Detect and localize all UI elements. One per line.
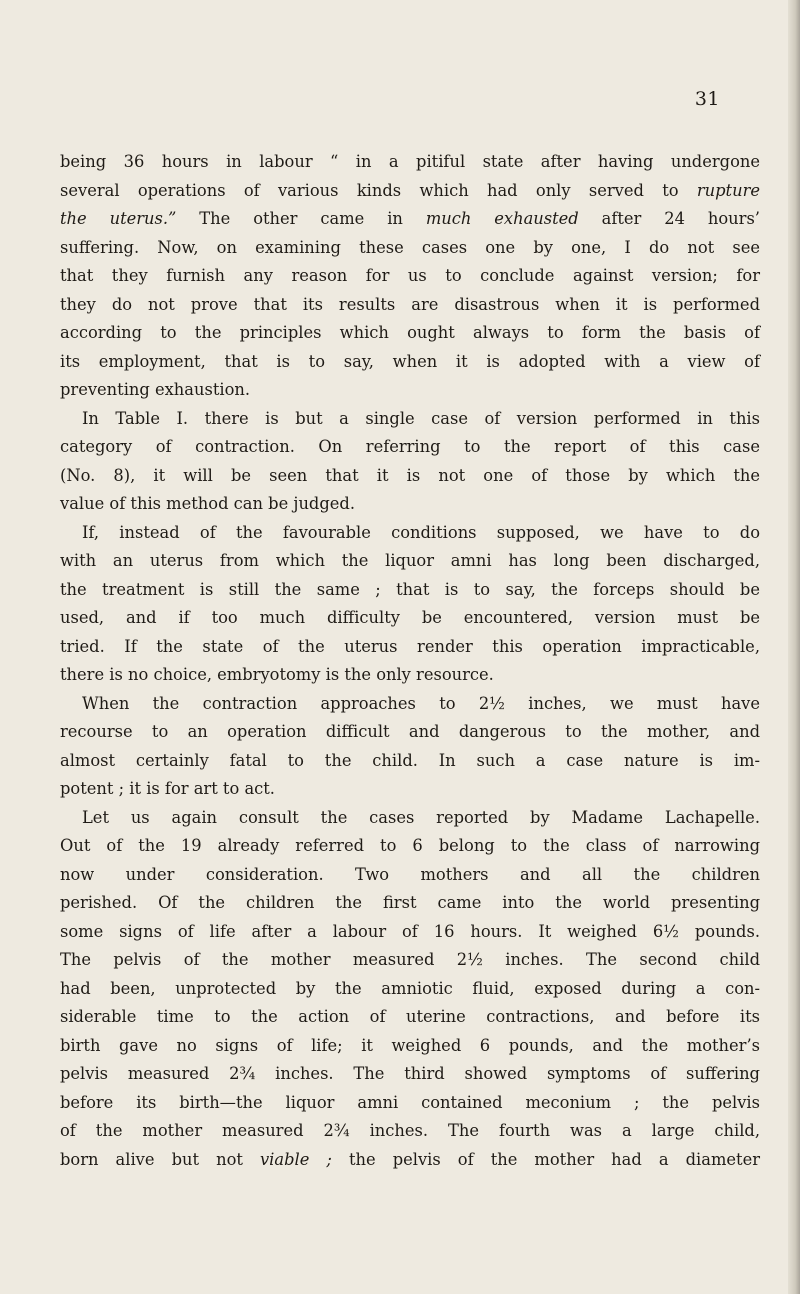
text-line: born alive but not viable ; the pelvis of the mother had a diameter [60,1149,760,1169]
text-line: potent ; it is for art to act. [60,779,275,798]
text-line: value of this method can be judged. [60,494,356,513]
text-line: The pelvis of the mother measured 2½ inches. The second child [60,950,760,969]
text-line: that they furnish any reason for us to conclude against version; for [60,266,760,285]
text-line: almost certainly fatal to the child. In such a case nature is im- [60,750,760,770]
text-line: Out of the 19 already referred to 6 belong to the class of narrowing [60,836,760,855]
text-line: When the contraction approaches to 2½ inches, we must have [82,693,760,713]
text-line: its employment, that is to say, when it is adopted with a view of [60,351,760,371]
text-line: tried. If the state of the uterus render this operation impracticable, [60,636,760,656]
text-line: Let us again consult the cases reported by Madame Lachapelle. [82,807,760,827]
text-line: with an uterus from which the liquor amni has long been discharged, [60,551,760,570]
body-text [60,148,760,1174]
text-line: being 36 hours in labour “ in a pitiful state after having undergone [60,152,760,171]
text-line: perished. Of the children the first came into the world presenting [60,893,760,912]
text-line: category of contraction. On referring to the report of this case [60,437,760,456]
page-edge [788,0,800,1294]
text-line: If, instead of the favourable conditions supposed, we have to do [82,522,760,542]
text-line: had been, unprotected by the amniotic fluid, exposed during a con- [60,978,760,998]
text-line: siderable time to the action of uterine contractions, and before its [60,1007,760,1026]
text-line: In Table I. there is but a single case of version performed in this [82,408,760,428]
page-number: 31 [694,88,720,110]
text-line: preventing exhaustion. [60,380,251,399]
text-line: there is no choice, embryotomy is the only resource. [60,665,494,684]
text-line: the uterus.” The other came in much exhausted after 24 hours’ [60,209,760,228]
text-line: birth gave no signs of life; it weighed 6 pounds, and the mother’s [60,1035,760,1055]
text-line: recourse to an operation difficult and dangerous to the mother, and [60,722,760,741]
text-line: now under consideration. Two mothers and all the children [60,864,760,884]
text-line: pelvis measured 2¾ inches. The third showed symptoms of suffering [60,1064,760,1083]
text-line: (No. 8), it will be seen that it is not one of those by which the [60,465,760,485]
text-line: before its birth—the liquor amni contained meconium ; the pelvis [60,1092,760,1112]
text-line: of the mother measured 2¾ inches. The fourth was a large child, [60,1121,760,1140]
text-line: used, and if too much difficulty be encountered, version must be [60,608,760,627]
text-line: according to the principles which ought always to form the basis of [60,323,760,342]
text-line: the treatment is still the same ; that is to say, the forceps should be [60,579,760,599]
text-line: some signs of life after a labour of 16 hours. It weighed 6½ pounds. [60,921,760,941]
text-line: they do not prove that its results are disastrous when it is performed [60,294,760,314]
text-line: suffering. Now, on examining these cases one by one, I do not see [60,237,760,257]
text-line: several operations of various kinds which had only served to rupture [60,180,760,200]
